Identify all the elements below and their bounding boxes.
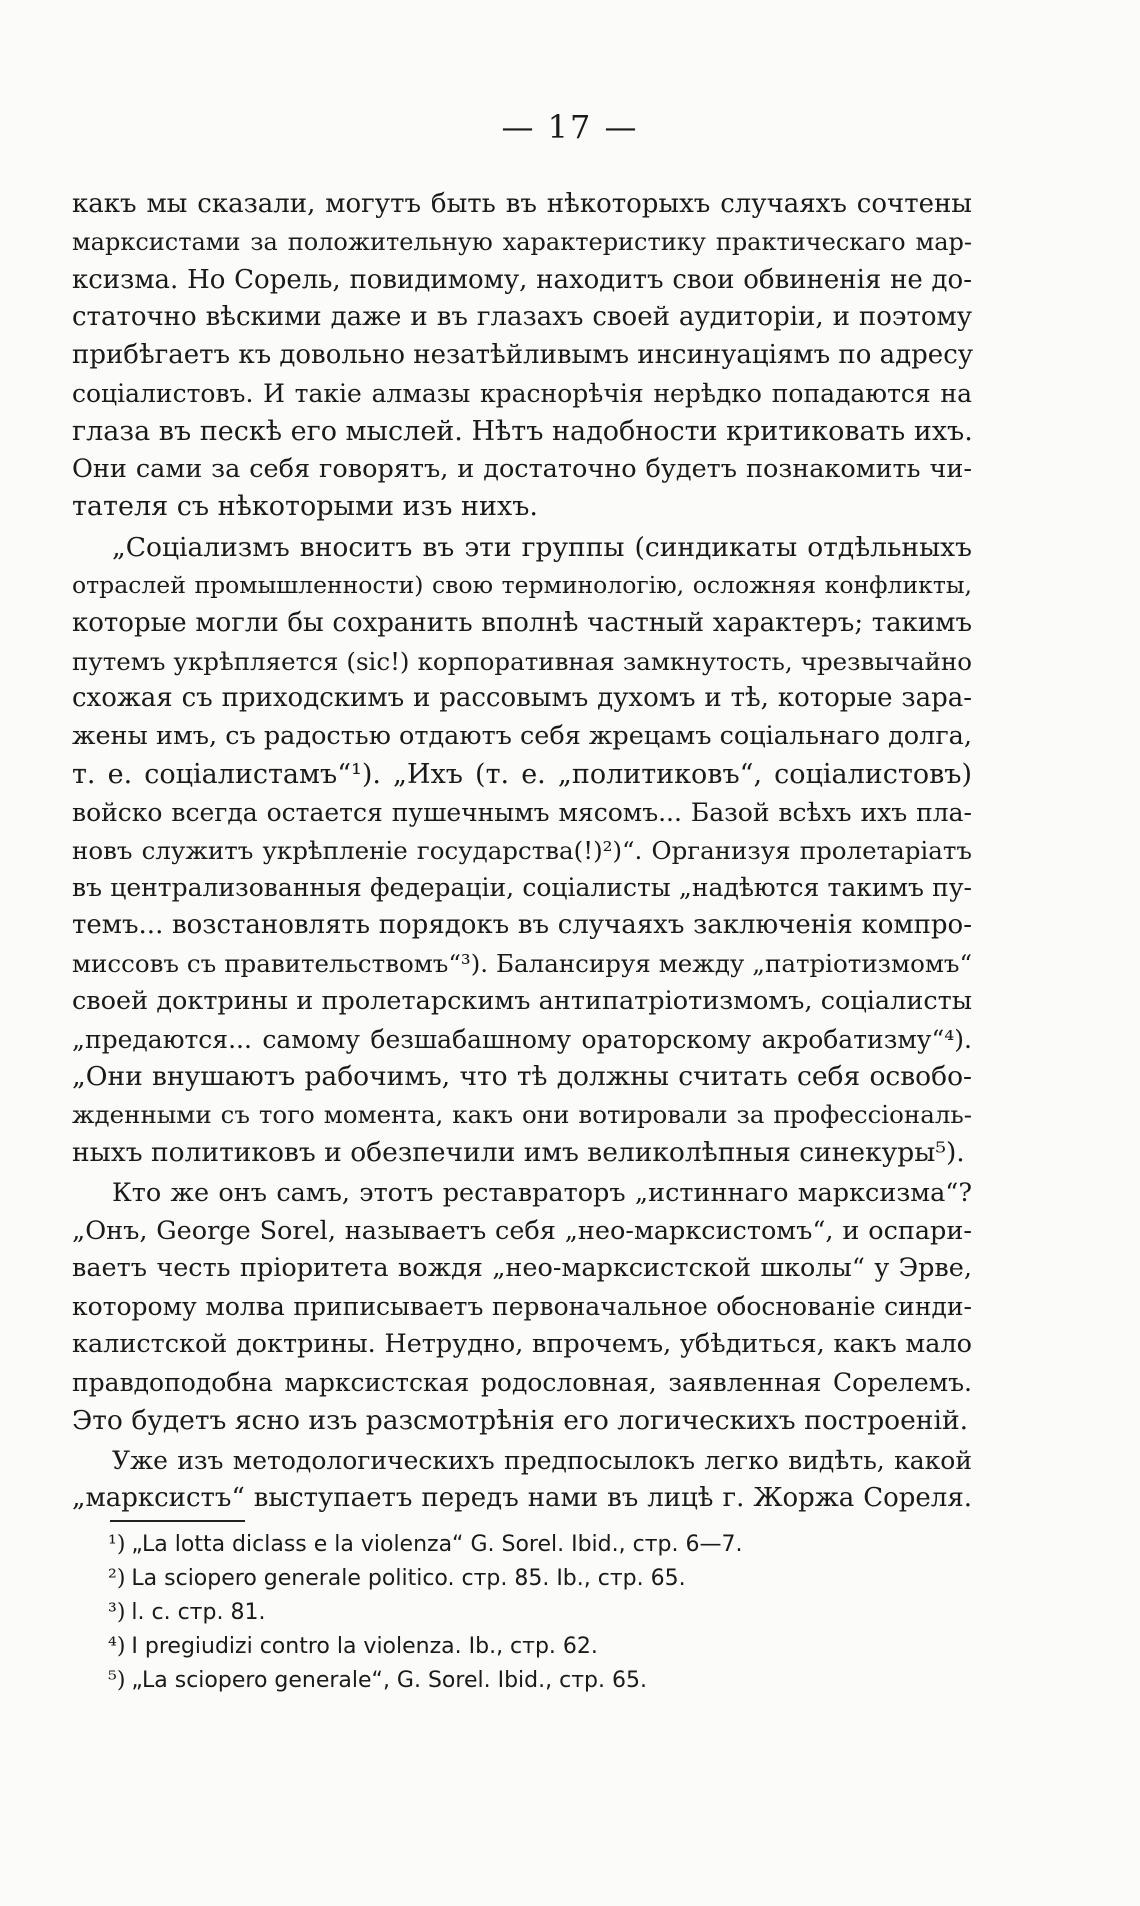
text-line: которые могли бы сохранить вполнѣ частный характеръ; такимъ <box>72 607 972 638</box>
footnote-number: ¹) <box>108 1532 126 1557</box>
body-text <box>72 186 972 1518</box>
text-line: темъ... возстановлять порядокъ въ случаяхъ заключенія компро- <box>72 910 972 941</box>
text-line: своей доктрины и пролетарскимъ антипатріотизмомъ, соціалисты <box>72 985 972 1016</box>
text-line: миссовъ съ правительствомъ“³). Балансируя между „патріотизмомъ“ <box>72 948 972 978</box>
text-line: войско всегда остается пушечнымъ мясомъ... Базой всѣхъ ихъ пла- <box>72 797 972 827</box>
text-line: глаза въ пескѣ его мыслей. Нѣтъ надобности критиковать ихъ. <box>72 415 973 447</box>
footnote <box>108 1664 908 1698</box>
text-line: правдоподобна марксистская родословная, заявленная Сорелемъ. <box>72 1367 972 1397</box>
text-line: Они сами за себя говорятъ, и достаточно будетъ познакомить чи- <box>72 453 972 484</box>
text-line: „Они внушаютъ рабочимъ, что тѣ должны считать себя освобо- <box>72 1061 972 1093</box>
text-line: тателя съ нѣкоторыми изъ нихъ. <box>72 491 539 523</box>
text-line: прибѣгаетъ къ довольно незатѣйливымъ инсинуаціямъ по адресу <box>72 340 974 371</box>
text-line: Это будетъ ясно изъ разсмотрѣнія его логическихъ построеній. <box>72 1404 969 1436</box>
footnote-number: ³) <box>108 1600 126 1625</box>
text-line: „предаются... самому безшабашному ораторскому акробатизму“⁴). <box>72 1024 972 1054</box>
footnote-text: l. c. стр. 81. <box>131 1600 266 1625</box>
text-line: „Соціализмъ вноситъ въ эти группы (синдикаты отдѣльныхъ <box>112 532 972 564</box>
text-line: ныхъ политиковъ и обезпечили имъ великолѣпныя синекуры⁵). <box>72 1136 965 1168</box>
text-line: какъ мы сказали, могутъ быть въ нѣкоторыхъ случаяхъ сочтены <box>72 189 972 219</box>
footnote-number: ⁵) <box>108 1668 126 1693</box>
text-line: путемъ укрѣпляется (sic!) корпоративная замкнутость, чрезвычайно <box>72 646 972 676</box>
text-line: жденными съ того момента, какъ они вотировали за профессіональ- <box>72 1100 972 1130</box>
footnote <box>108 1562 908 1596</box>
paragraph <box>72 1175 972 1440</box>
text-line: „Онъ, George Sorel, называетъ себя „нео-марксистомъ“, и оспари- <box>72 1215 972 1246</box>
page-number: — 17 — <box>501 108 639 146</box>
footnote <box>108 1528 908 1562</box>
text-line: жены имъ, съ радостью отдаютъ себя жрецамъ соціальнаго долга, <box>72 721 972 752</box>
footnote-text: La sciopero generale politico. стр. 85. Ib., стр. 65. <box>131 1566 686 1591</box>
text-line: схожая съ приходскимъ и рассовымъ духомъ и тѣ, которые зара- <box>72 683 972 714</box>
text-line: которому молва приписываетъ первоначальное обоснованіе синди- <box>72 1292 972 1322</box>
footnote-text: I pregiudizi contro la violenza. Ib., стр. 62. <box>131 1634 598 1659</box>
text-line: ваетъ честь пріоритета вождя „нео-марксистской школы“ у Эрве, <box>72 1253 972 1284</box>
text-line: Уже изъ методологическихъ предпосылокъ легко видѣть, какой <box>112 1446 972 1476</box>
text-line: марксистами за положительную характеристику практическаго мар- <box>72 227 972 256</box>
footnote-text: „La sciopero generale“, G. Sorel. Ibid., стр. 65. <box>131 1668 647 1693</box>
text-line: статочно вѣскими даже и въ глазахъ своей аудиторіи, и поэтому <box>72 302 972 333</box>
text-line: ксизма. Но Сорель, повидимому, находитъ свои обвиненія не до- <box>72 264 972 295</box>
footnote-text: „La lotta diclass e la violenza“ G. Sorel. Ibid., стр. 6—7. <box>131 1532 743 1557</box>
paragraph <box>72 529 972 1172</box>
text-line: въ централизованныя федераціи, соціалисты „надѣются такимъ пу- <box>72 873 972 903</box>
footnote-number: ⁴) <box>108 1634 126 1659</box>
text-line: Кто же онъ самъ, этотъ реставраторъ „истиннаго марксизма“? <box>112 1177 972 1208</box>
text-line: т. е. соціалистамъ“¹). „Ихъ (т. е. „политиковъ“, соціалистовъ) <box>72 758 972 790</box>
footnote-number: ²) <box>108 1566 126 1591</box>
paragraph <box>72 186 972 526</box>
text-line: „марксистъ“ выступаетъ передъ нами въ лицѣ г. Жоржа Сореля. <box>72 1483 972 1514</box>
footnote <box>108 1630 908 1664</box>
text-line: соціалистовъ. И такіе алмазы краснорѣчія нерѣдко попадаются на <box>72 378 972 408</box>
text-line: калистской доктрины. Нетрудно, впрочемъ, убѣдиться, какъ мало <box>72 1328 972 1359</box>
text-line: новъ служитъ укрѣпленіе государства(!)²)“. Организуя пролетаріатъ <box>72 835 972 865</box>
paragraph <box>72 1442 972 1518</box>
footnote <box>108 1596 908 1630</box>
footnote-divider <box>110 1520 245 1522</box>
footnotes <box>108 1528 908 1698</box>
text-line: отраслей промышленности) свою терминологію, осложняя конфликты, <box>72 570 972 599</box>
